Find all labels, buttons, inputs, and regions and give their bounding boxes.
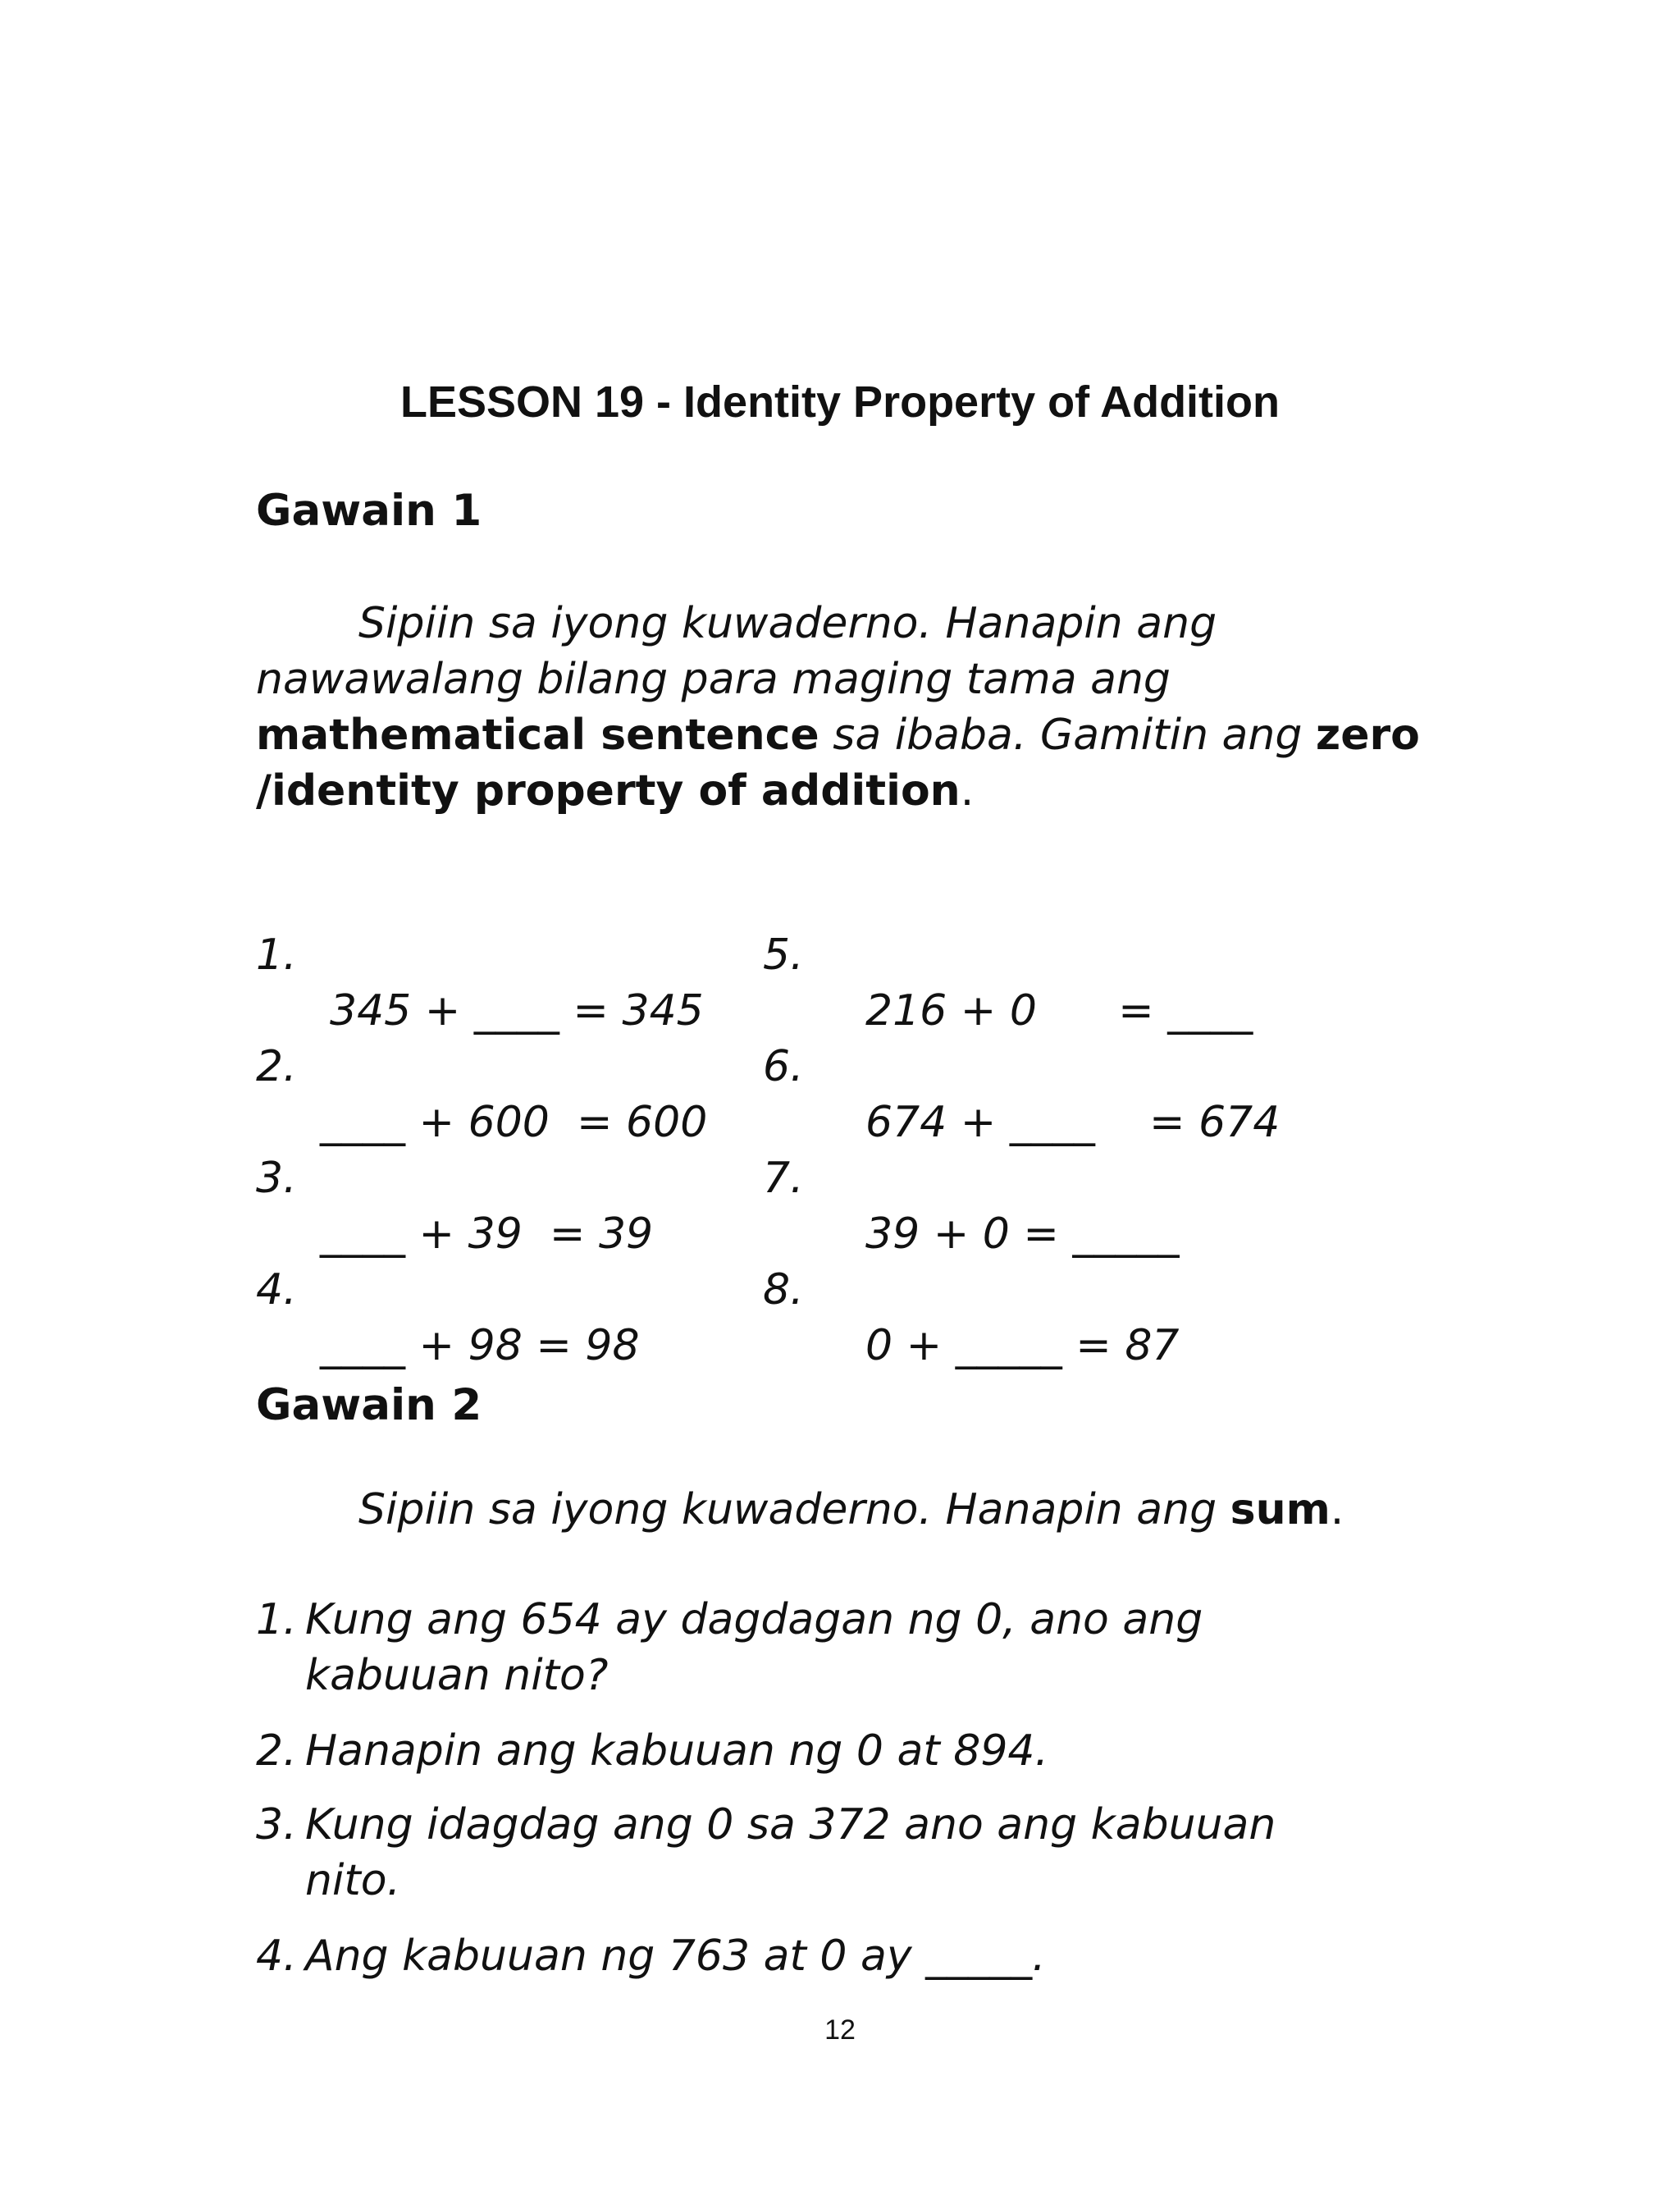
gawain1-instructions	[256, 596, 1421, 819]
instructions-bold-term: mathematical sentence	[256, 711, 819, 760]
equation-number: 4.	[256, 1265, 297, 1314]
equation-number: 5.	[763, 930, 804, 980]
equation-number: 1.	[256, 930, 297, 980]
equation-item	[763, 871, 1419, 1036]
question-text	[305, 1928, 1421, 1984]
question-line: Ang kabuuan ng 763 at 0 ay _____.	[305, 1932, 1046, 1981]
equation-number: 6.	[763, 1042, 804, 1091]
equation-item	[256, 1206, 715, 1370]
equation-number: 2.	[256, 1042, 297, 1091]
equation-number: 7.	[763, 1154, 804, 1203]
equation-item	[256, 871, 715, 1036]
gawain2-heading: Gawain 2	[256, 1380, 482, 1430]
instructions-text: sa ibaba. Gamitin ang	[833, 711, 1303, 760]
equation-expression: 39 + 0 = _____	[865, 1209, 1180, 1259]
question-number: 3.	[256, 1800, 297, 1849]
question-line: Kung idagdag ang 0 sa 372 ano ang kabuuan	[305, 1800, 1276, 1849]
equation-item	[763, 1095, 1419, 1259]
question-line: kabuuan nito?	[305, 1651, 609, 1700]
equation-expression: 216 + 0 = ____	[865, 986, 1253, 1036]
question-line: Hanapin ang kabuuan ng 0 at 894.	[305, 1726, 1049, 1776]
instructions-text: Sipiin sa iyong kuwaderno. Hanapin ang	[358, 1485, 1217, 1534]
page-title: LESSON 19 - Identity Property of Addition	[399, 377, 1281, 427]
question-text	[305, 1797, 1421, 1909]
equation-item	[763, 1206, 1419, 1370]
question-number: 4.	[256, 1932, 297, 1981]
equation-expression: 345 + ____ = 345	[330, 986, 704, 1036]
page-number: 12	[824, 2014, 856, 2046]
equation-number: 8.	[763, 1265, 804, 1314]
question-number: 2.	[256, 1726, 297, 1776]
equation-item	[256, 983, 715, 1147]
instructions-period: .	[1330, 1485, 1344, 1534]
question-text	[305, 1723, 1421, 1779]
question-line: nito.	[305, 1856, 401, 1905]
question-number: 1.	[256, 1595, 297, 1644]
gawain2-question-list	[256, 1592, 1421, 1986]
gawain2-instructions	[256, 1482, 1421, 1538]
equation-expression: ____ + 600 = 600	[320, 1098, 708, 1147]
equation-number: 3.	[256, 1154, 297, 1203]
question-text	[305, 1592, 1421, 1703]
equation-expression: 674 + ____ = 674	[865, 1098, 1281, 1147]
instructions-bold-term: sum	[1230, 1485, 1331, 1534]
equation-item	[256, 1095, 715, 1259]
equation-item	[763, 983, 1419, 1147]
instructions-bold-term: zero /identity property of addition	[256, 711, 1420, 816]
question-line: Kung ang 654 ay dagdagan ng 0, ano ang	[305, 1595, 1203, 1644]
equation-expression: ____ + 39 = 39	[320, 1209, 654, 1259]
instructions-period: .	[960, 766, 975, 816]
instructions-text: Sipiin sa iyong kuwaderno. Hanapin ang nawawalang bilang para maging tama ang	[256, 599, 1217, 704]
equation-expression: ____ + 98 = 98	[320, 1321, 640, 1370]
equation-expression: 0 + _____ = 87	[865, 1321, 1180, 1370]
gawain1-heading: Gawain 1	[256, 486, 482, 536]
